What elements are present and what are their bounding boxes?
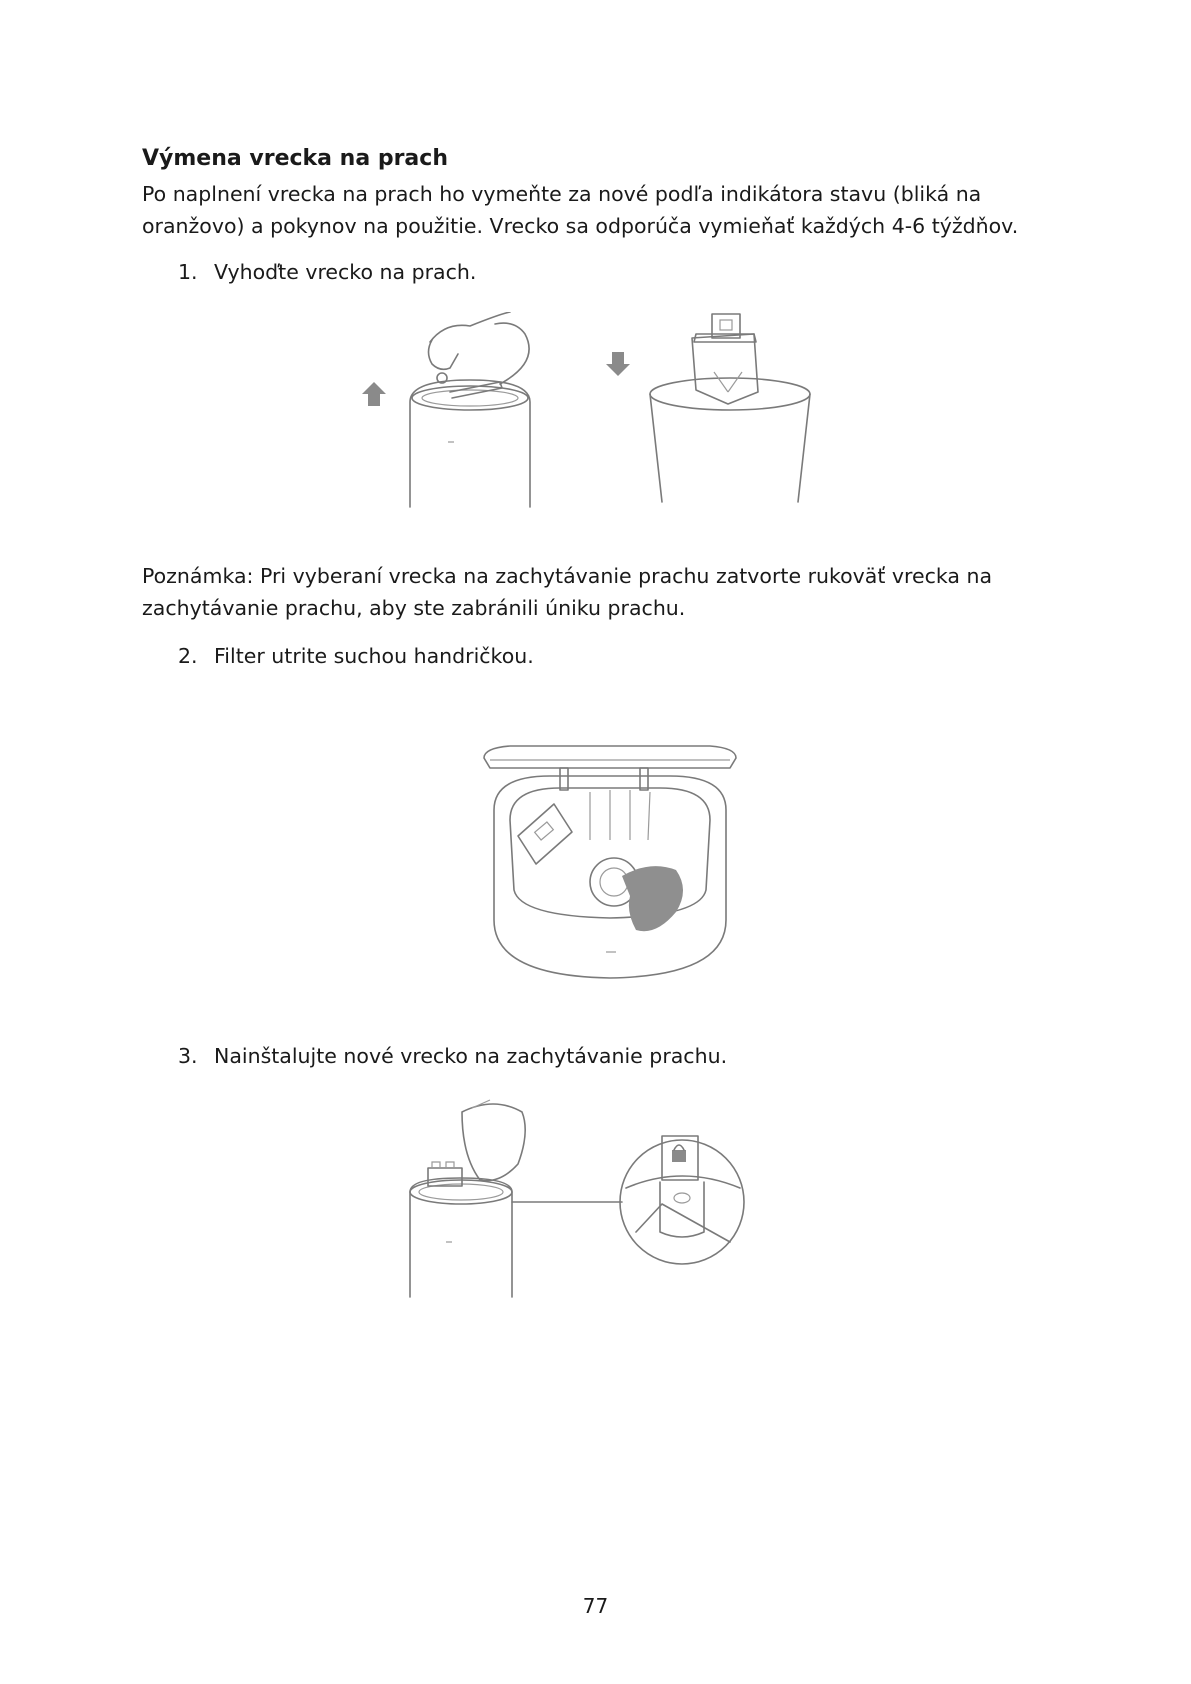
section-title: Výmena vrecka na prach — [142, 146, 448, 171]
intro-paragraph: Po naplnení vrecka na prach ho vymeňte za nové podľa indikátora stavu (bliká na oranžovo) a pokynov na použitie. Vrecko sa odporúča vymieňať každých 4-6 týždňov. — [142, 182, 1019, 238]
arrow-down-icon — [606, 352, 630, 376]
lock-icon — [672, 1150, 686, 1162]
cloth-icon — [622, 866, 683, 931]
page-number: 77 — [582, 1594, 609, 1618]
wipe-filter-illustration — [480, 740, 740, 990]
step-number: 3. — [178, 1044, 198, 1068]
step-3 — [178, 1040, 727, 1072]
step-text: Vyhoďte vrecko na prach. — [214, 260, 477, 284]
step-number: 2. — [178, 644, 198, 668]
step-text: Nainštalujte nové vrecko na zachytávanie prachu. — [214, 1044, 728, 1068]
arrow-up-icon — [362, 382, 386, 406]
note-paragraph: Poznámka: Pri vyberaní vrecka na zachytávanie prachu zatvorte rukoväť vrecka na zachytávanie prachu, aby ste zabránili úniku prachu. — [142, 564, 993, 620]
step-text: Filter utrite suchou handričkou. — [214, 644, 534, 668]
step-2 — [178, 640, 534, 672]
remove-bag-illustration — [350, 312, 850, 512]
step-number: 1. — [178, 260, 198, 284]
step-1 — [178, 256, 476, 288]
install-bag-illustration — [400, 1092, 760, 1302]
